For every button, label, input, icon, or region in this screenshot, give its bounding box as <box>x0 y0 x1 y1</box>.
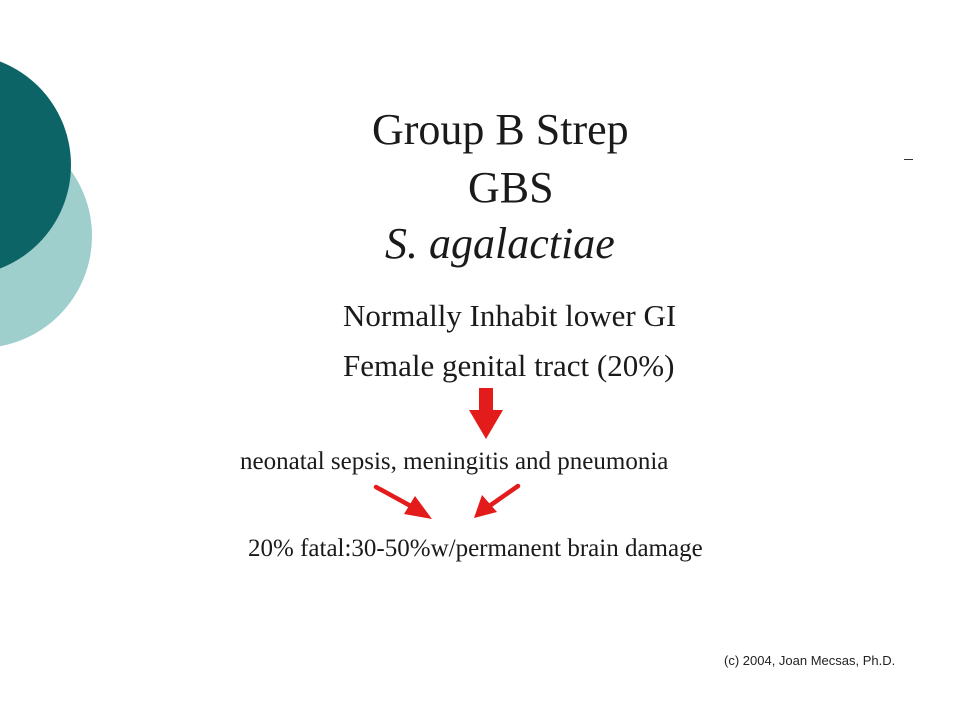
arrow-diagonal-left-icon <box>474 486 518 518</box>
result-line: 20% fatal:30-50%w/permanent brain damage <box>248 535 703 562</box>
arrow-down-icon <box>469 388 503 439</box>
body-line-genital-tract: Female genital tract (20%) <box>343 348 675 383</box>
title-line-gbs: GBS <box>468 163 554 212</box>
copyright-text: (c) 2004, Joan Mecsas, Ph.D. <box>724 653 896 668</box>
arrow-diagonal-right-icon <box>376 487 432 519</box>
light-teal-circle <box>0 124 92 348</box>
outcome-line: neonatal sepsis, meningitis and pneumonia <box>240 448 669 475</box>
dark-teal-circle <box>0 54 71 276</box>
small-dash-mark <box>904 159 913 160</box>
title-line-species: S. agalactiae <box>385 219 615 268</box>
body-line-habitat: Normally Inhabit lower GI <box>343 298 677 333</box>
title-line-group-b-strep: Group B Strep <box>372 105 629 154</box>
